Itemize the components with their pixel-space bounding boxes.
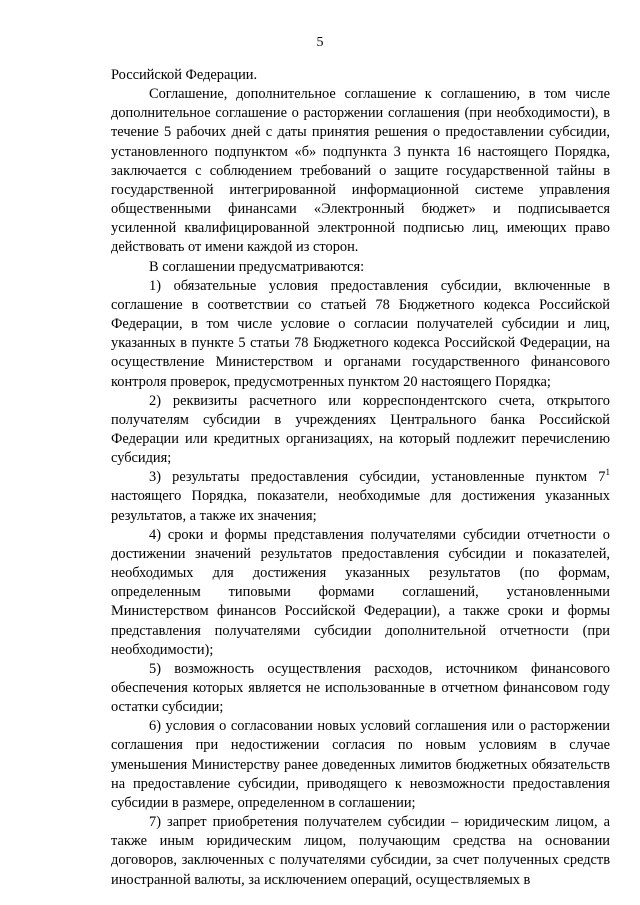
paragraph-continuation: Российской Федерации. bbox=[111, 67, 258, 83]
list-item-6: 6) условия о согласовании новых условий соглашения или о расторжении соглашения при недостижении согласия по новым условиям в случае уменьшения Министерству ранее доведенных лимитов бюджетных обязательств на предоставление субсидии, приводящего к невозможности предоставления субсидии в размере, определенном в соглашении; bbox=[111, 718, 610, 811]
list-item-4: 4) сроки и формы представления получателями субсидии отчетности о достижении значений результатов предоставления субсидии и показателей, необходимых для достижения указанных результатов (по формам, определенным типовыми формами соглашений, установленными Министерством финансов Российской Федерации), а также сроки и формы представления получателями субсидии дополнительной отчетности (при необходимости); bbox=[111, 526, 610, 658]
list-item-1: 1) обязательные условия предоставления субсидии, включенные в соглашение в соответствии со статьей 78 Бюджетного кодекса Российской Федерации, в том числе условие о согласии получателей субсидии и лиц, указанных в пункте 5 статьи 78 Бюджетного кодекса Российской Федерации, на осуществление Министерством и органами государственного финансового контроля проверок, предусмотренных пунктом 20 настоящего Порядка; bbox=[111, 277, 610, 390]
document-body bbox=[111, 66, 610, 890]
footnote-superscript: 1 bbox=[605, 467, 610, 478]
list-item-3 bbox=[111, 468, 610, 525]
page-number: 5 bbox=[316, 35, 324, 50]
list-item-2: 2) реквизиты расчетного или корреспондентского счета, открытого получателям субсидии в учреждениях Центрального банка Российской Федерации или кредитных организациях, на который подлежит перечислению субсидия; bbox=[111, 392, 610, 467]
paragraph-agreement: Соглашение, дополнительное соглашение к соглашению, в том числе дополнительное соглашение о расторжении соглашения (при необходимости), в течение 5 рабочих дней с даты принятия решения о предоставлении субсидии, установленного подпунктом «б» подпункта 3 пункта 16 настоящего Порядка, заключается с соблюдением требований о защите государственной тайны в государственной интегрированной информационной системе управления общественными финансами «Электронный бюджет» и подписывается усиленной квалифицированной электронной подписью лиц, имеющих право действовать от имени каждой из сторон. bbox=[111, 86, 610, 256]
list-item-3-continuation: настоящего Порядка, показатели, необходимые для достижения указанных результатов, а также их значения; bbox=[111, 488, 610, 524]
list-item-5: 5) возможность осуществления расходов, источником финансового обеспечения которых является не использованные в отчетном финансовом году остатки субсидии; bbox=[111, 660, 610, 716]
paragraph-provisions-intro: В соглашении предусматриваются: bbox=[149, 258, 365, 275]
list-item-7: 7) запрет приобретения получателем субсидии – юридическим лицом, а также иным юридическим лицом, получающим средства на основании договоров, заключенных с получателями субсидии, за счет полученных средств иностранной валюты, за исключением операций, осуществляемых в bbox=[111, 814, 610, 888]
list-item-3-text: 3) результаты предоставления субсидии, установленные пунктом 7 bbox=[149, 469, 606, 486]
